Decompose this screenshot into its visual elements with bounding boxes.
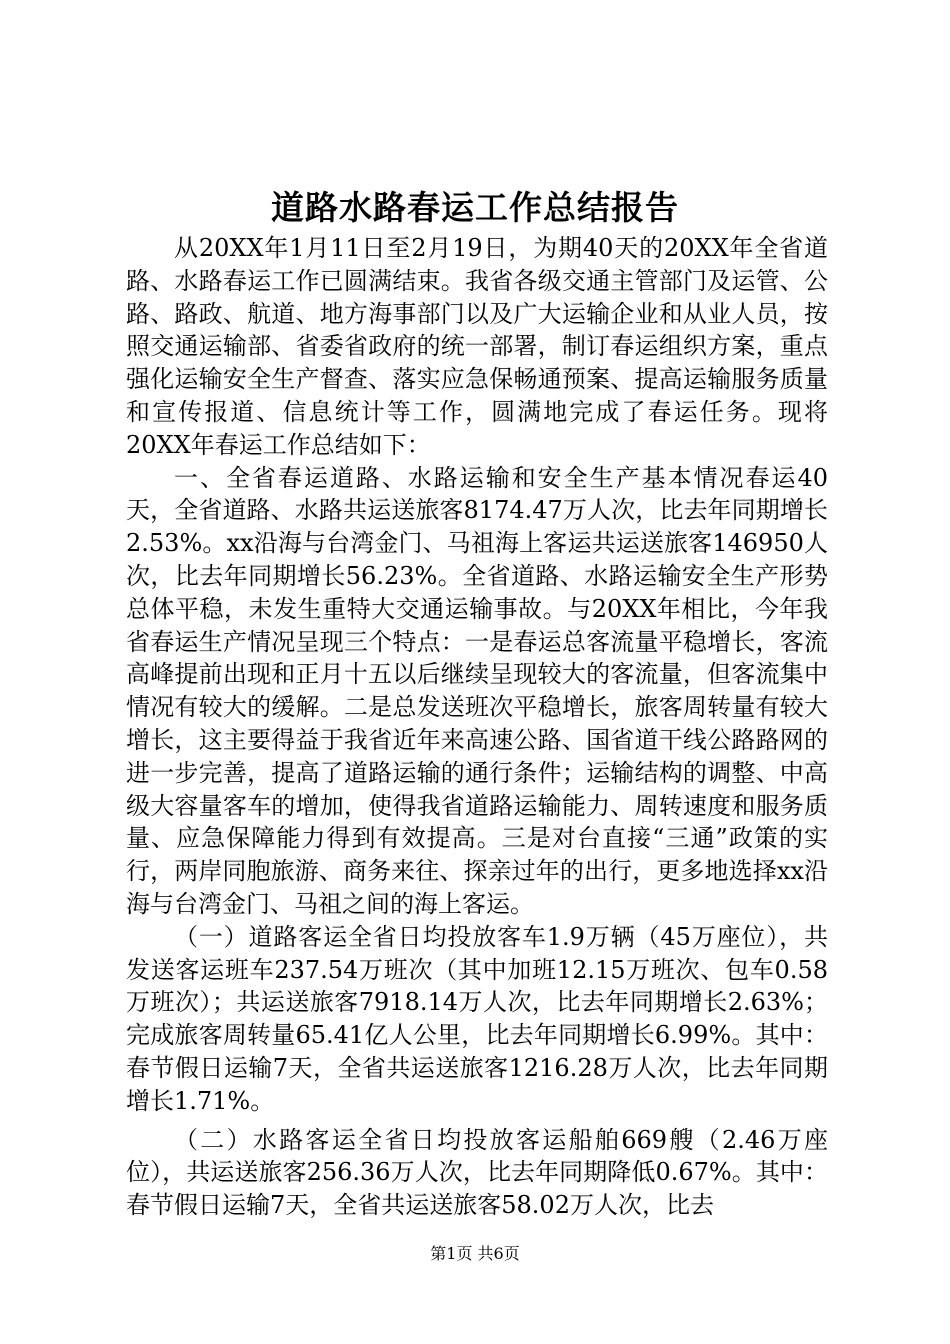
paragraph-section-1: 一、全省春运道路、水路运输和安全生产基本情况春运40天，全省道路、水路共运送旅客8174.47万人次，比去年同期增长2.53%。xx沿海与台湾金门、马祖海上客运共运送旅客146950人次，比去年同期增长56.23%。全省道路、水路运输安全生产形势总体平稳，未发生重特大交通运输事故。与20XX年相比，今年我省春运生产情况呈现三个特点：一是春运总客流量平稳增长，客流高峰提前出现和正月十五以后继续呈现较大的客流量，但客流集中情况有较大的缓解。二是总发送班次平稳增长，旅客周转量有较大增长，这主要得益于我省近年来高速公路、国省道干线公路路网的进一步完善，提高了道路运输的通行条件；运输结构的调整、中高级大容量客车的增加，使得我省道路运输能力、周转速度和服务质量、应急保障能力得到有效提高。三是对台直接“三通”政策的实行，两岸同胞旅游、商务来往、探亲过年的出行，更多地选择xx沿海与台湾金门、马祖之间的海上客运。 <box>126 463 828 918</box>
document-title: 道路水路春运工作总结报告 <box>271 188 679 227</box>
paragraph-water-transport: （二）水路客运全省日均投放客运船舶669艘（2.46万座位），共运送旅客256.36万人次，比去年同期降低0.67%。其中：春节假日运输7天，全省共运送旅客58.02万人次，比去 <box>126 1125 828 1220</box>
document-body <box>126 232 828 1222</box>
paragraph-intro: 从20XX年1月11日至2月19日，为期40天的20XX年全省道路、水路春运工作已圆满结束。我省各级交通主管部门及运管、公路、路政、航道、地方海事部门以及广大运输企业和从业人员，按照交通运输部、省委省政府的统一部署，制订春运组织方案，重点强化运输安全生产督查、落实应急保畅通预案、提高运输服务质量和宣传报道、信息统计等工作，圆满地完成了春运任务。现将20XX年春运工作总结如下： <box>126 234 828 459</box>
paragraph-road-transport: （一）道路客运全省日均投放客车1.9万辆（45万座位），共发送客运班车237.54万班次（其中加班12.15万班次、包车0.58万班次）；共运送旅客7918.14万人次，比去年同期增长2.63%；完成旅客周转量65.41亿人公里，比去年同期增长6.99%。其中：春节假日运输7天，全省共运送旅客1216.28万人次，比去年同期增长1.71%。 <box>126 922 828 1115</box>
page-number-footer: 第1页 共6页 <box>430 1244 520 1263</box>
